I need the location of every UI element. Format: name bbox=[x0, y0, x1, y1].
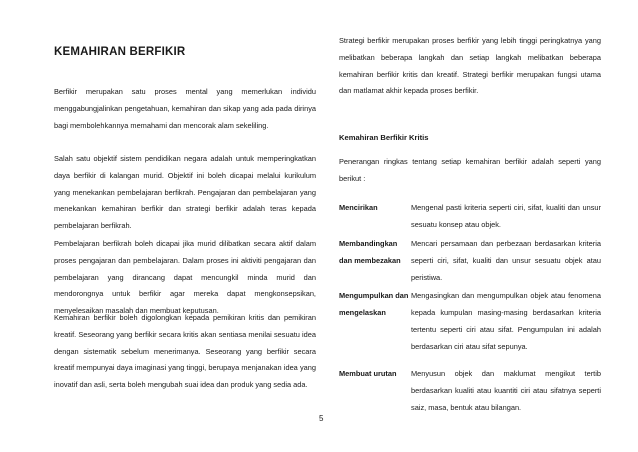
skill-desc-mencirikan: Mengenal pasti kriteria seperti ciri, sifat, kualiti dan unsur sesuatu konsep atau objek. bbox=[411, 203, 601, 229]
skill-desc-membuat-urutan: Menyusun objek dan maklumat mengikut tertib berdasarkan kualiti atau kuantiti ciri atau sifatnya seperti saiz, masa, bentuk atau bilangan. bbox=[411, 369, 601, 412]
paragraph-definition: Berfikir merupakan satu proses mental yang memerlukan individu menggabungjalinkan pengetahuan, kemahiran dan sikap yang ada pada dirinya bagi membolehkannya memahami dan mencorak alam sekeliling. bbox=[54, 87, 316, 130]
page-title: KEMAHIRAN BERFIKIR bbox=[54, 46, 186, 58]
page-number: 5 bbox=[319, 414, 324, 423]
skill-term-mengumpulkan: Mengumpulkan dan mengelaskan bbox=[339, 291, 409, 317]
section-intro: Penerangan ringkas tentang setiap kemahiran berfikir adalah seperti yang berikut : bbox=[339, 157, 601, 183]
skill-desc-membandingkan: Mencari persamaan dan perbezaan berdasarkan kriteria seperti ciri, sifat, kualiti dan unsur sesuatu objek atau peristiwa. bbox=[411, 239, 601, 282]
skill-term-membandingkan: Membandingkan dan membezakan bbox=[339, 239, 401, 265]
section-heading: Kemahiran Berfikir Kritis bbox=[339, 133, 429, 142]
paragraph-objective: Salah satu objektif sistem pendidikan negara adalah untuk memperingkatkan daya berfikir di kalangan murid. Objektif ini boleh dicapai melalui kurikulum yang menekankan pembelajaran berfikrah. Pengajaran dan pembelajaran yang menekankan kemahiran berfikir dan strategi berfikir adalah teras kepada pembelajaran berfikrah. bbox=[54, 154, 316, 231]
paragraph-active-learning: Pembelajaran berfikrah boleh dicapai jika murid dilibatkan secara aktif dalam proses pengajaran dan pembelajaran. Dalam proses ini aktiviti pengajaran dan pembelajaran yang dirancang dapat mencungkil minda murid dan mendorongnya untuk berfikir agar mereka dapat mengkonsepsikan, menyelesaikan masalah dan membuat keputusan. bbox=[54, 239, 316, 316]
skill-term-membuat-urutan: Membuat urutan bbox=[339, 369, 397, 378]
paragraph-critical-creative: Kemahiran berfikir boleh digolongkan kepada pemikiran kritis dan pemikiran kreatif. Seseorang yang berfikir secara kritis akan sentiasa menilai sesuatu idea dengan sistematik sebelum menerimanya. Seseorang yang berfikir secara kreatif mempunyai daya imaginasi yang tinggi, berupaya menjanakan idea yang inovatif dan asli, serta boleh mengubah suai idea dan produk yang sedia ada. bbox=[54, 313, 316, 390]
skill-desc-mengumpulkan: Mengasingkan dan mengumpulkan objek atau fenomena kepada kumpulan masing-masing berdasarkan kriteria tertentu seperti ciri atau sifat. Pengumpulan ini adalah berdasarkan ciri atau sifat sepunya. bbox=[411, 291, 601, 351]
skill-term-mencirikan: Mencirikan bbox=[339, 203, 378, 212]
paragraph-thinking-strategy: Strategi berfikir merupakan proses berfikir yang lebih tinggi peringkatnya yang melibatkan beberapa langkah dan setiap langkah melibatkan beberapa kemahiran berfikir kritis dan kreatif. Strategi berfikir merupakan fungsi utama dan matlamat akhir kepada proses berfikir. bbox=[339, 36, 601, 96]
